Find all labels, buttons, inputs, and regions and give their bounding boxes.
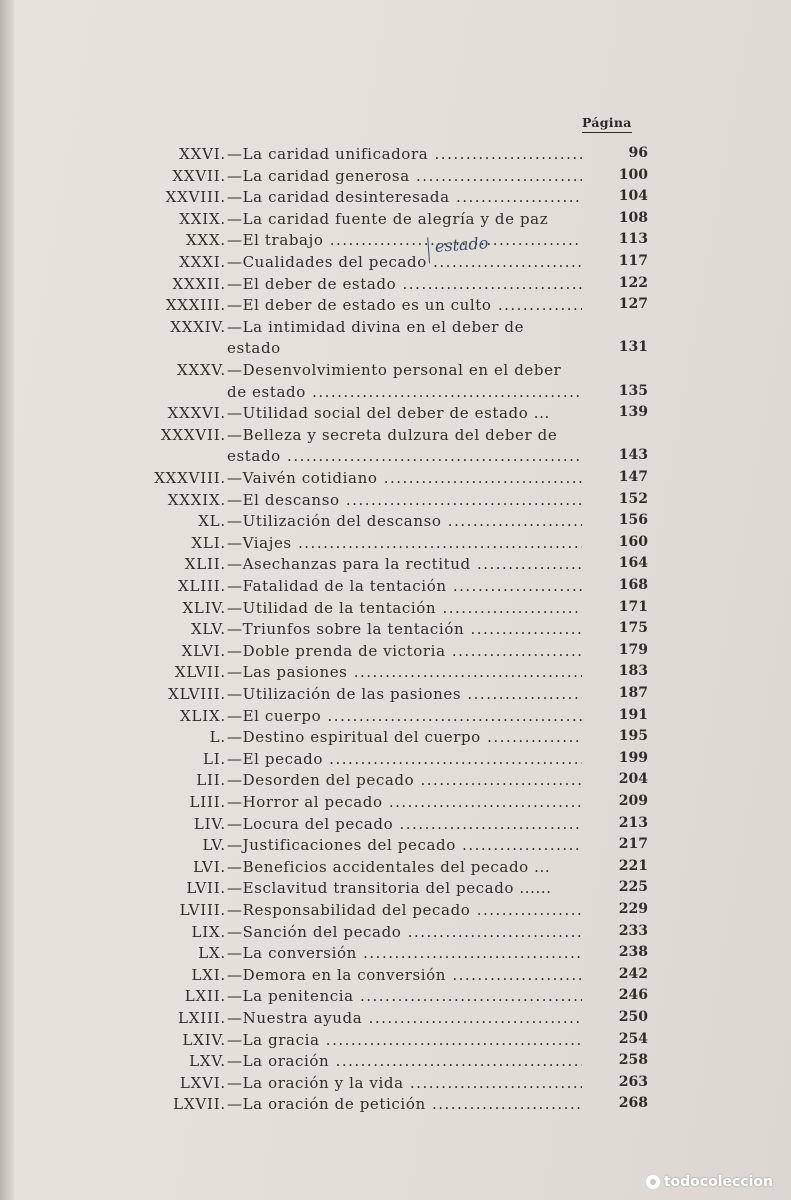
- chapter-number: XXXIII.: [165, 296, 226, 315]
- page-number: 250: [618, 1009, 648, 1025]
- chapter-title: —Cualidades del pecado .....: [227, 253, 582, 271]
- handwritten-annotation: estado: [427, 231, 528, 264]
- page-number: 187: [618, 685, 648, 701]
- page-number: 139: [618, 404, 648, 421]
- chapter-title: —Sanción del pecado .....: [227, 923, 582, 941]
- page-number: 233: [618, 922, 648, 939]
- chapter-number: LXV.: [189, 1052, 226, 1071]
- chapter-number: L.: [209, 728, 226, 747]
- chapter-number: XLIV.: [182, 598, 226, 617]
- chapter-title: —Responsabilidad del pecado .....: [227, 901, 582, 919]
- page-number: 229: [618, 901, 648, 917]
- page-number: 254: [618, 1030, 648, 1047]
- page-number: 213: [618, 814, 648, 831]
- chapter-number: XXVI.: [179, 145, 226, 163]
- chapter-title: —Nuestra ayuda .....: [227, 1009, 582, 1027]
- chapter-number: LII.: [196, 771, 226, 790]
- chapter-number: XXXI.: [179, 253, 226, 271]
- chapter-title: —Belleza y secreta dulzura del deber de: [227, 425, 558, 444]
- chapter-number: XLIII.: [178, 577, 226, 595]
- chapter-number: XLI.: [191, 533, 226, 552]
- page-number: 238: [618, 944, 648, 961]
- chapter-title: —La intimidad divina en el deber de: [227, 317, 525, 336]
- chapter-number: LXIV.: [182, 1030, 226, 1049]
- chapter-title: —Esclavitud transitoria del pecado ......: [227, 879, 552, 898]
- chapter-title: —Destino espiritual del cuerpo .....: [227, 728, 582, 746]
- page-number: 268: [618, 1095, 648, 1112]
- chapter-number: LIX.: [191, 922, 226, 941]
- chapter-title: de estado .....: [227, 383, 582, 401]
- chapter-title: —El deber de estado es un culto .....: [227, 296, 582, 314]
- chapter-number: XL.: [198, 512, 226, 531]
- chapter-title: —La oración de petición .....: [227, 1095, 582, 1113]
- chapter-title: —La oración y la vida .....: [227, 1074, 582, 1092]
- chapter-number: LV.: [202, 836, 226, 855]
- page-number: 152: [618, 490, 648, 507]
- chapter-title: —Las pasiones .....: [227, 663, 582, 681]
- chapter-title: —La caridad fuente de alegría y de paz: [227, 209, 549, 228]
- page-column-header: Página: [582, 115, 632, 133]
- chapter-title: —Fatalidad de la tentación .....: [227, 577, 582, 595]
- page-number: 221: [618, 857, 648, 874]
- page-number: 199: [618, 749, 648, 766]
- chapter-number: LXVI.: [179, 1073, 226, 1092]
- page-number: 127: [618, 296, 648, 313]
- chapter-title: —Asechanzas para la rectitud .....: [227, 555, 582, 573]
- chapter-title: —Demora en la conversión .....: [227, 966, 582, 984]
- chapter-title: —Justificaciones del pecado .....: [227, 836, 582, 854]
- page-number: 195: [618, 728, 648, 745]
- chapter-number: XXIX.: [179, 209, 226, 228]
- chapter-title: estado: [227, 339, 281, 358]
- chapter-title: —Desorden del pecado .....: [227, 771, 582, 789]
- chapter-number: XLVIII.: [168, 685, 226, 703]
- chapter-title: —El trabajo .....: [227, 231, 582, 249]
- page-number: 204: [618, 771, 648, 788]
- chapter-title: —El cuerpo .....: [227, 707, 582, 725]
- chapter-number: XXXVI.: [167, 404, 226, 423]
- page-number: 117: [618, 253, 648, 269]
- chapter-number: LVI.: [193, 857, 226, 876]
- site-watermark: [646, 1174, 773, 1190]
- chapter-number: XLVII.: [174, 663, 226, 682]
- chapter-number: LI.: [202, 749, 226, 768]
- page-number: 156: [618, 512, 648, 529]
- chapter-number: XXXIX.: [167, 490, 226, 509]
- page-number: 147: [618, 469, 648, 485]
- page-number: 104: [618, 188, 648, 205]
- page-number: 160: [618, 533, 648, 550]
- chapter-number: LXI.: [191, 965, 226, 984]
- page-number: 96: [628, 145, 648, 161]
- chapter-title: —El pecado .....: [227, 750, 582, 768]
- page-number: 164: [618, 555, 648, 572]
- page-number: 171: [618, 598, 648, 615]
- chapter-title: —Utilidad de la tentación .....: [227, 599, 582, 617]
- chapter-number: XXXVII.: [160, 425, 226, 444]
- chapter-title: —La conversión .....: [227, 944, 582, 962]
- chapter-number: LIV.: [193, 814, 226, 833]
- chapter-title: —Horror al pecado .....: [227, 793, 582, 811]
- page-number: 191: [618, 706, 648, 723]
- chapter-number: LXIII.: [178, 1009, 226, 1027]
- page-number: 100: [618, 166, 648, 183]
- chapter-title: —Beneficios accidentales del pecado ...: [227, 857, 551, 876]
- chapter-title: —Desenvolvimiento personal en el deber: [227, 361, 562, 379]
- chapter-number: XXVII.: [172, 166, 226, 185]
- chapter-number: LVII.: [186, 879, 226, 898]
- chapter-title: —El deber de estado .....: [227, 275, 582, 293]
- page-number: 242: [618, 965, 648, 982]
- page-number: 131: [618, 339, 648, 356]
- page-number: 108: [618, 209, 648, 226]
- chapter-number: LXVII.: [173, 1095, 226, 1114]
- chapter-number: XLII.: [184, 555, 226, 574]
- chapter-title: —Utilización de las pasiones .....: [227, 685, 582, 703]
- chapter-number: XXVIII.: [165, 188, 226, 207]
- chapter-number: XLV.: [190, 620, 226, 639]
- chapter-title: —La penitencia .....: [227, 987, 582, 1005]
- page-number: 135: [618, 382, 648, 399]
- chapter-number: LVIII.: [179, 901, 226, 919]
- chapter-title: —La caridad unificadora .....: [227, 145, 582, 163]
- logo-icon: [646, 1175, 660, 1189]
- page-number: 225: [618, 879, 648, 896]
- watermark-text: todocoleccion: [663, 1174, 773, 1190]
- page-number: 263: [618, 1073, 648, 1090]
- chapter-number: LIII.: [189, 793, 226, 811]
- chapter-number: XLVI.: [181, 641, 226, 660]
- chapter-number: XXXVIII.: [154, 469, 226, 487]
- chapter-number: XLIX.: [179, 706, 226, 725]
- page-number: 217: [618, 836, 648, 853]
- page-number: 258: [618, 1052, 648, 1069]
- chapter-title: —Vaivén cotidiano .....: [227, 469, 582, 487]
- chapter-number: XXXV.: [176, 361, 226, 379]
- chapter-title: —La caridad desinteresada .....: [227, 188, 582, 206]
- chapter-title: —Utilidad social del deber de estado ...: [227, 404, 550, 423]
- chapter-title: estado .....: [227, 447, 582, 465]
- chapter-title: —Triunfos sobre la tentación .....: [227, 620, 582, 638]
- chapter-title: —El descanso .....: [227, 491, 582, 509]
- chapter-title: —La oración .....: [227, 1052, 582, 1070]
- page-number: 168: [618, 577, 648, 593]
- chapter-number: LXII.: [184, 987, 226, 1006]
- chapter-number: XXXII.: [172, 274, 226, 293]
- page-number: 246: [618, 987, 648, 1004]
- chapter-title: —Utilización del descanso .....: [227, 512, 582, 530]
- page-number: 113: [618, 231, 648, 248]
- chapter-title: —Doble prenda de victoria .....: [227, 642, 582, 660]
- page-number: 183: [618, 663, 648, 680]
- page-number: 175: [618, 620, 648, 637]
- chapter-title: —La caridad generosa .....: [227, 167, 582, 185]
- chapter-number: XXX.: [185, 231, 226, 250]
- page-number: 179: [618, 641, 648, 658]
- chapter-title: —La gracia .....: [227, 1031, 582, 1049]
- chapter-number: LX.: [198, 944, 226, 963]
- page-number: 122: [618, 274, 648, 291]
- chapter-title: —Locura del pecado .....: [227, 815, 582, 833]
- page-number: 143: [618, 447, 648, 464]
- chapter-title: —Viajes .....: [227, 534, 582, 552]
- page-number: 209: [618, 793, 648, 809]
- chapter-number: XXXIV.: [170, 317, 226, 336]
